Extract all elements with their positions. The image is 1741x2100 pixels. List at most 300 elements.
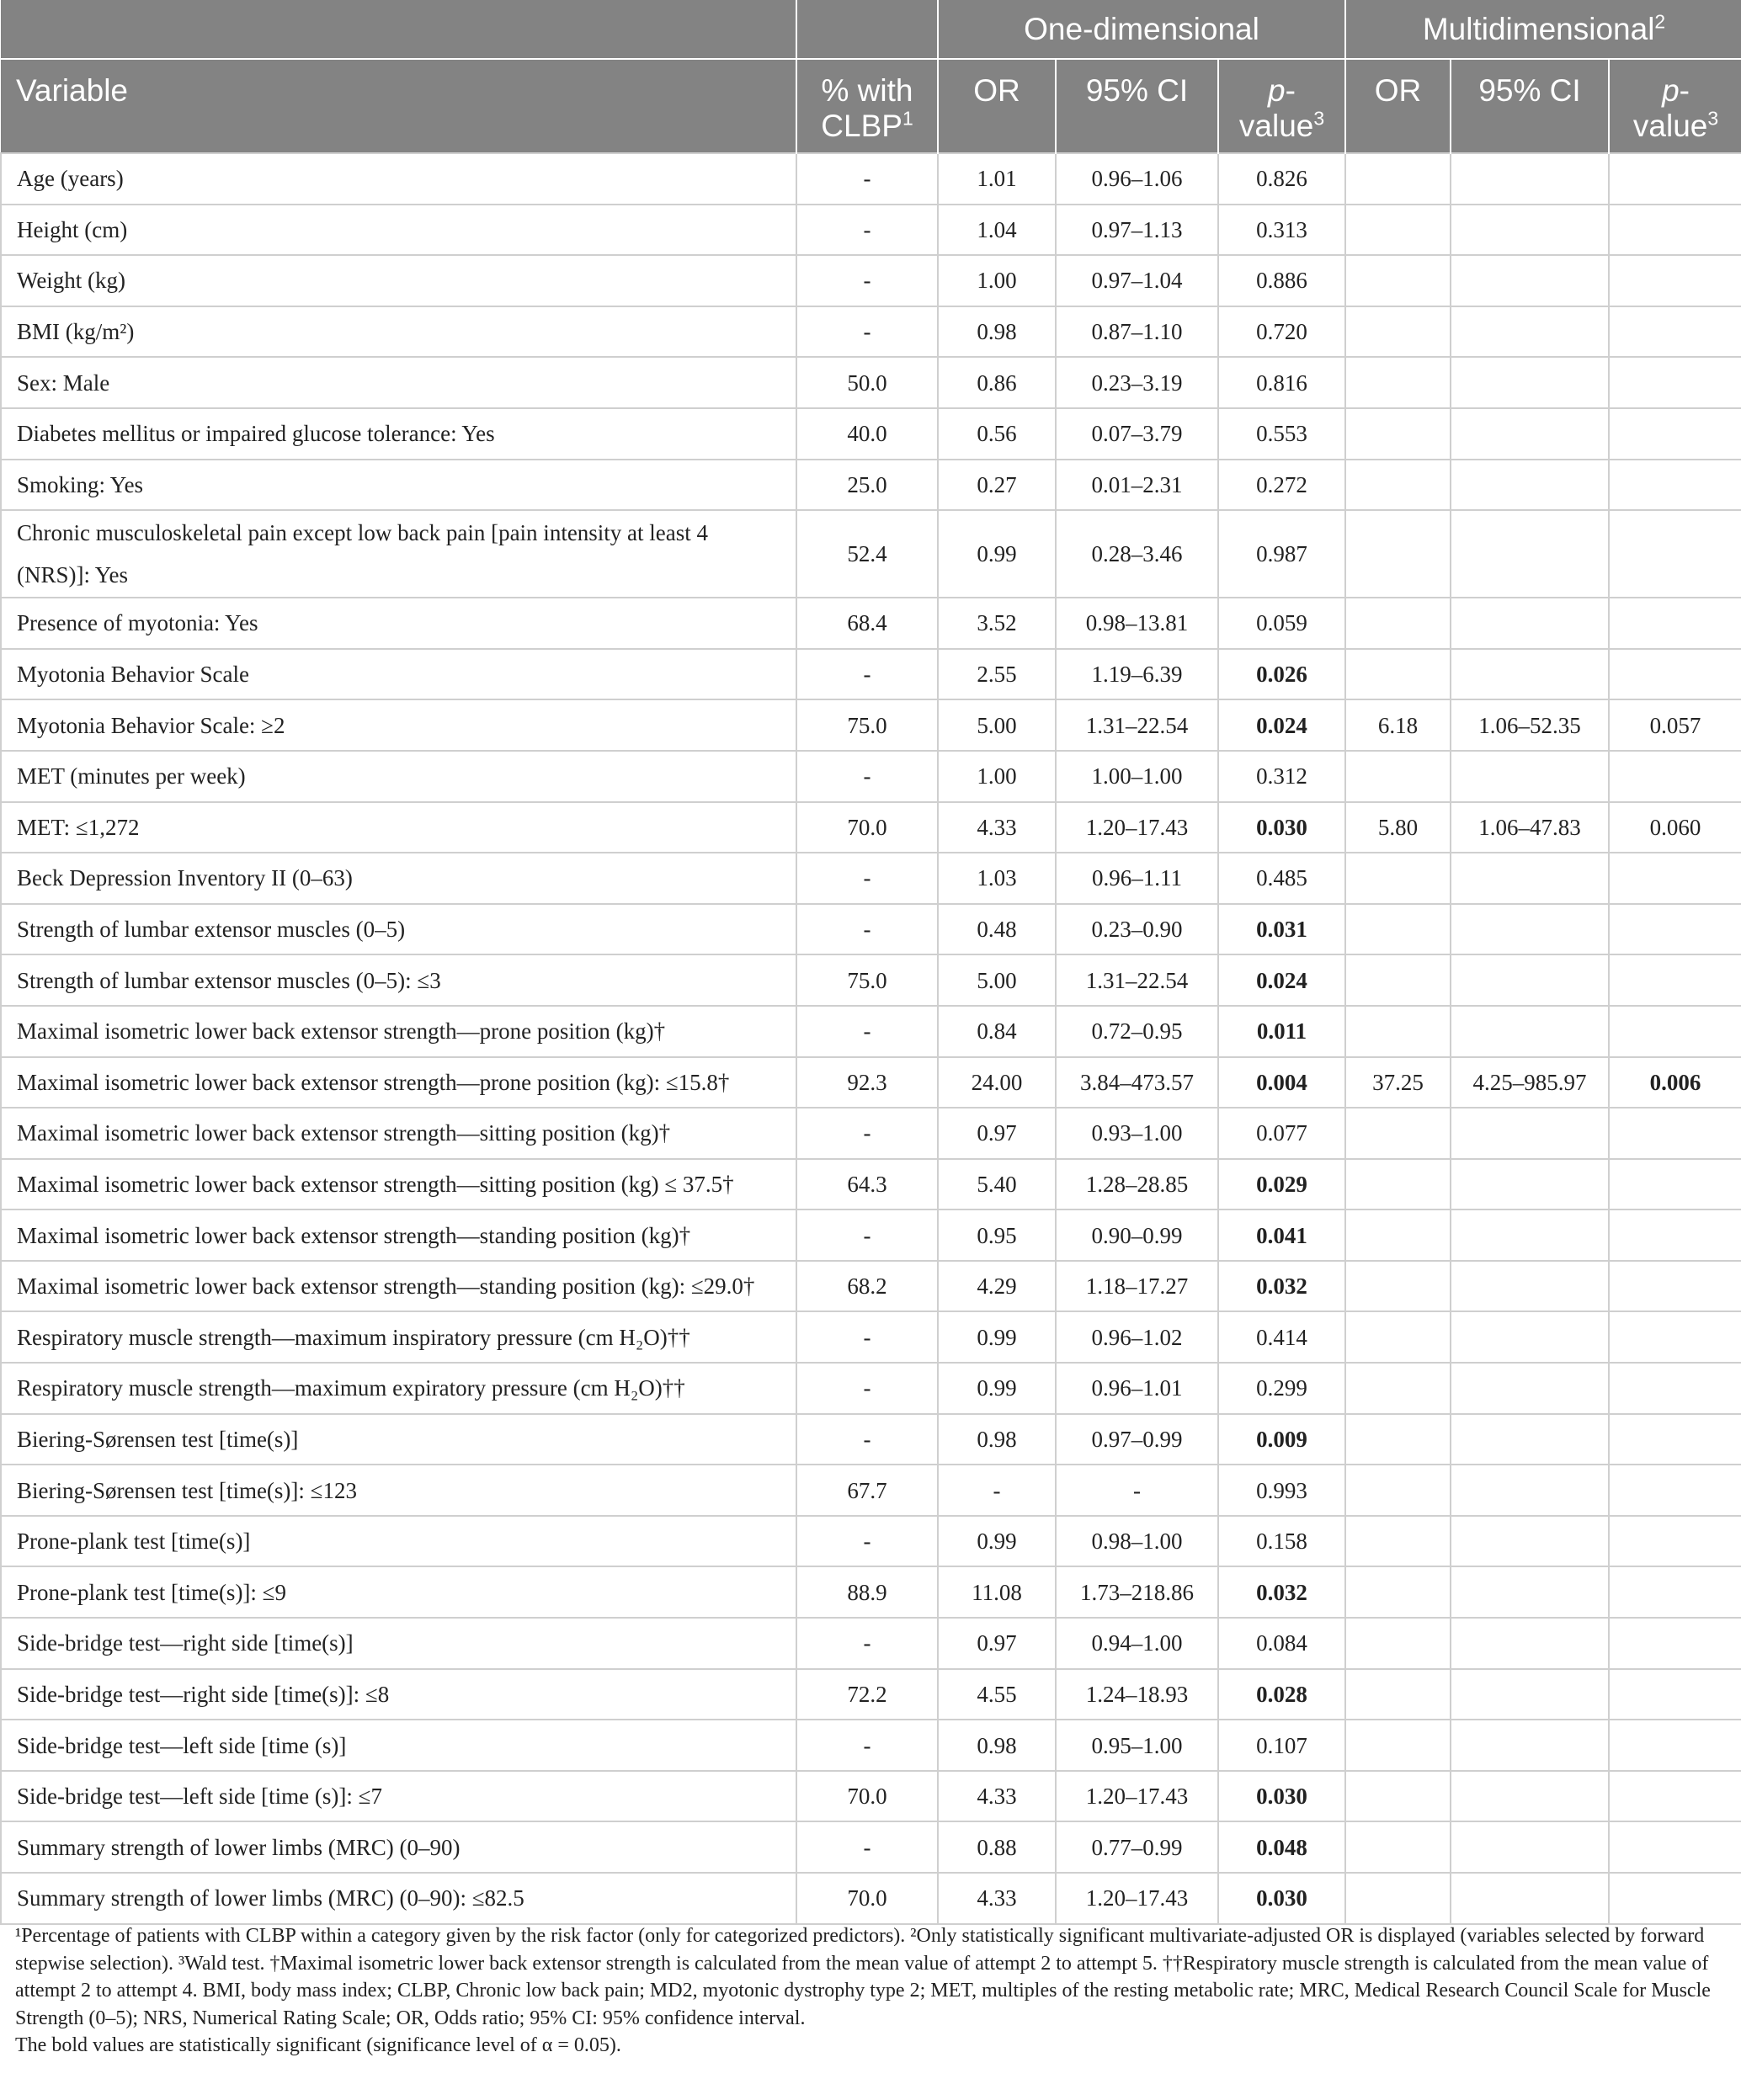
cell-variable: Presence of myotonia: Yes <box>1 598 796 649</box>
cell-or-multi <box>1345 598 1451 649</box>
cell-p-multi <box>1609 306 1741 358</box>
table-row <box>1 306 1741 358</box>
cell-or-multi <box>1345 1363 1451 1414</box>
cell-or-multi <box>1345 1006 1451 1057</box>
cell-variable: Maximal isometric lower back extensor strength—standing position (kg)† <box>1 1209 796 1261</box>
cell-or-one: 1.01 <box>938 153 1056 205</box>
cell-ci-one: 0.97–0.99 <box>1056 1414 1218 1465</box>
cell-ci-one: 0.98–13.81 <box>1056 598 1218 649</box>
cell-or-one: 0.97 <box>938 1618 1056 1669</box>
header-ci-label: 95% CI <box>1478 73 1581 108</box>
cell-or-multi <box>1345 1618 1451 1669</box>
cell-pct-clbp: - <box>796 1618 938 1669</box>
cell-ci-one: 1.20–17.43 <box>1056 1771 1218 1822</box>
cell-or-multi <box>1345 1414 1451 1465</box>
cell-or-one: 4.55 <box>938 1669 1056 1720</box>
table-row <box>1 408 1741 460</box>
cell-pct-clbp: - <box>796 1311 938 1363</box>
table-row <box>1 1057 1741 1108</box>
cell-p-one: 0.030 <box>1218 802 1345 853</box>
cell-variable: Diabetes mellitus or impaired glucose tolerance: Yes <box>1 408 796 460</box>
table-row <box>1 699 1741 751</box>
table-row <box>1 1821 1741 1873</box>
cell-p-one: 0.048 <box>1218 1821 1345 1873</box>
cell-or-multi <box>1345 306 1451 358</box>
cell-ci-one: 1.28–28.85 <box>1056 1159 1218 1210</box>
cell-p-multi <box>1609 357 1741 408</box>
cell-or-one: 0.99 <box>938 1311 1056 1363</box>
cell-variable: BMI (kg/m²) <box>1 306 796 358</box>
cell-pct-clbp: 40.0 <box>796 408 938 460</box>
cell-pct-clbp: - <box>796 1108 938 1159</box>
cell-ci-multi <box>1451 153 1609 205</box>
cell-or-multi <box>1345 853 1451 904</box>
table-row <box>1 598 1741 649</box>
cell-ci-multi <box>1451 408 1609 460</box>
table-row <box>1 1771 1741 1822</box>
cell-variable: Side-bridge test—left side [time (s)] <box>1 1720 796 1771</box>
cell-p-multi <box>1609 649 1741 700</box>
cell-or-multi <box>1345 1821 1451 1873</box>
header-pct-label: % with CLBP <box>821 73 913 143</box>
cell-variable: Weight (kg) <box>1 255 796 306</box>
header-p-italic: p <box>1662 73 1680 108</box>
header-p-rest: -value <box>1238 73 1314 143</box>
cell-ci-one: 0.94–1.00 <box>1056 1618 1218 1669</box>
cell-p-multi <box>1609 1209 1741 1261</box>
cell-or-multi <box>1345 357 1451 408</box>
cell-or-one: 0.98 <box>938 1414 1056 1465</box>
cell-ci-multi <box>1451 1771 1609 1822</box>
header-or-label: OR <box>1374 73 1422 108</box>
cell-or-multi <box>1345 510 1451 598</box>
cell-variable: Summary strength of lower limbs (MRC) (0–90) <box>1 1821 796 1873</box>
cell-p-multi <box>1609 1720 1741 1771</box>
cell-or-multi <box>1345 751 1451 802</box>
table-row <box>1 510 1741 598</box>
cell-ci-multi <box>1451 1720 1609 1771</box>
cell-ci-multi <box>1451 1159 1609 1210</box>
cell-ci-multi: 1.06–47.83 <box>1451 802 1609 853</box>
table-header <box>1 0 1741 153</box>
cell-ci-multi <box>1451 1108 1609 1159</box>
cell-p-multi <box>1609 1261 1741 1312</box>
cell-or-multi <box>1345 460 1451 511</box>
cell-ci-multi <box>1451 1209 1609 1261</box>
footnote-bold-note: The bold values are statistically significant (significance level of α = 0.05). <box>15 2034 621 2056</box>
cell-pct-clbp: - <box>796 1720 938 1771</box>
cell-p-one: 0.031 <box>1218 904 1345 955</box>
cell-or-one: 0.84 <box>938 1006 1056 1057</box>
cell-pct-clbp: 68.2 <box>796 1261 938 1312</box>
cell-p-multi <box>1609 1669 1741 1720</box>
cell-p-multi: 0.006 <box>1609 1057 1741 1108</box>
cell-p-one: 0.158 <box>1218 1516 1345 1567</box>
cell-ci-multi <box>1451 306 1609 358</box>
cell-ci-multi <box>1451 1873 1609 1924</box>
cell-ci-one: 1.73–218.86 <box>1056 1566 1218 1618</box>
cell-p-multi <box>1609 751 1741 802</box>
cell-p-one: 0.032 <box>1218 1261 1345 1312</box>
footnote-main: ¹Percentage of patients with CLBP within a category given by the risk factor (only for categorized predictors). ²Only statistically significant multivariate-adjusted OR is displayed (variables selected by forward stepwise selection). ³Wald test. †Maximal isometric lower back extensor strength is calculated from the mean value of attempt 2 to attempt 5. ††Respiratory muscle strength is calculated from the mean value of attempt 2 to attempt 4. BMI, body mass index; CLBP, Chronic low back pain; MD2, myotonic dystrophy type 2; MET, multiples of the resting metabolic rate; MRC, Medical Research Council Scale for Muscle Strength (0–5); NRS, Numerical Rating Scale; OR, Odds ratio; 95% CI: 95% confidence interval. <box>15 1925 1711 2029</box>
cell-or-multi <box>1345 1566 1451 1618</box>
cell-p-multi: 0.057 <box>1609 699 1741 751</box>
cell-or-multi <box>1345 1873 1451 1924</box>
cell-variable: MET: ≤1,272 <box>1 802 796 853</box>
header-pct-clbp <box>796 59 938 153</box>
cell-ci-one: 0.95–1.00 <box>1056 1720 1218 1771</box>
cell-ci-multi: 4.25–985.97 <box>1451 1057 1609 1108</box>
table-row <box>1 205 1741 256</box>
header-ci-multi <box>1451 59 1609 153</box>
header-variable <box>1 59 796 153</box>
cell-p-one: 0.299 <box>1218 1363 1345 1414</box>
header-group-one-dimensional <box>938 0 1345 59</box>
cell-or-one: 0.48 <box>938 904 1056 955</box>
header-or-one <box>938 59 1056 153</box>
cell-p-multi <box>1609 904 1741 955</box>
table-row <box>1 1414 1741 1465</box>
cell-pct-clbp: 70.0 <box>796 1873 938 1924</box>
cell-ci-multi <box>1451 904 1609 955</box>
cell-ci-multi <box>1451 1821 1609 1873</box>
cell-ci-one: 0.23–0.90 <box>1056 904 1218 955</box>
table-footnotes <box>15 1922 1729 2060</box>
cell-or-one: 2.55 <box>938 649 1056 700</box>
cell-ci-one: 1.19–6.39 <box>1056 649 1218 700</box>
cell-or-multi <box>1345 649 1451 700</box>
table-row <box>1 802 1741 853</box>
cell-p-multi <box>1609 853 1741 904</box>
cell-or-multi <box>1345 1311 1451 1363</box>
cell-ci-multi <box>1451 1465 1609 1516</box>
cell-or-one: 0.95 <box>938 1209 1056 1261</box>
header-p-sup: 3 <box>1313 107 1325 130</box>
cell-ci-one: 0.90–0.99 <box>1056 1209 1218 1261</box>
header-group-multidimensional <box>1345 0 1741 59</box>
cell-or-one: 3.52 <box>938 598 1056 649</box>
cell-variable: Maximal isometric lower back extensor strength—sitting position (kg) ≤ 37.5† <box>1 1159 796 1210</box>
cell-p-one: 0.077 <box>1218 1108 1345 1159</box>
cell-or-one: 4.33 <box>938 1873 1056 1924</box>
cell-pct-clbp: 88.9 <box>796 1566 938 1618</box>
cell-ci-one: 3.84–473.57 <box>1056 1057 1218 1108</box>
cell-or-multi <box>1345 1209 1451 1261</box>
header-p-one <box>1218 59 1345 153</box>
cell-pct-clbp: - <box>796 1363 938 1414</box>
cell-variable: Maximal isometric lower back extensor strength—prone position (kg)† <box>1 1006 796 1057</box>
cell-pct-clbp: - <box>796 904 938 955</box>
cell-variable: Height (cm) <box>1 205 796 256</box>
cell-or-one: 0.27 <box>938 460 1056 511</box>
cell-p-multi <box>1609 1618 1741 1669</box>
cell-or-one: 4.33 <box>938 802 1056 853</box>
table-row <box>1 1209 1741 1261</box>
header-p-multi <box>1609 59 1741 153</box>
cell-ci-multi <box>1451 751 1609 802</box>
cell-ci-one: 0.77–0.99 <box>1056 1821 1218 1873</box>
cell-p-one: 0.720 <box>1218 306 1345 358</box>
cell-or-one: 4.29 <box>938 1261 1056 1312</box>
cell-or-multi <box>1345 1771 1451 1822</box>
cell-pct-clbp: - <box>796 1209 938 1261</box>
header-or-multi <box>1345 59 1451 153</box>
cell-or-one: 0.56 <box>938 408 1056 460</box>
table-row <box>1 1363 1741 1414</box>
cell-p-one: 0.272 <box>1218 460 1345 511</box>
cell-or-one: - <box>938 1465 1056 1516</box>
table-row <box>1 954 1741 1006</box>
cell-pct-clbp: - <box>796 649 938 700</box>
cell-ci-one: 1.20–17.43 <box>1056 802 1218 853</box>
table-row <box>1 1720 1741 1771</box>
cell-ci-one: 0.28–3.46 <box>1056 510 1218 598</box>
cell-ci-multi <box>1451 1669 1609 1720</box>
cell-variable: Myotonia Behavior Scale <box>1 649 796 700</box>
table-row <box>1 255 1741 306</box>
cell-variable: Myotonia Behavior Scale: ≥2 <box>1 699 796 751</box>
cell-ci-multi <box>1451 205 1609 256</box>
cell-or-one: 1.00 <box>938 751 1056 802</box>
cell-or-multi: 6.18 <box>1345 699 1451 751</box>
cell-pct-clbp: 67.7 <box>796 1465 938 1516</box>
cell-ci-multi <box>1451 1566 1609 1618</box>
table-row <box>1 904 1741 955</box>
cell-ci-one: - <box>1056 1465 1218 1516</box>
cell-or-one: 1.04 <box>938 205 1056 256</box>
table-row <box>1 460 1741 511</box>
cell-ci-one: 0.98–1.00 <box>1056 1516 1218 1567</box>
cell-p-multi <box>1609 153 1741 205</box>
cell-p-multi <box>1609 1006 1741 1057</box>
cell-ci-multi <box>1451 598 1609 649</box>
cell-variable: Strength of lumbar extensor muscles (0–5) <box>1 904 796 955</box>
cell-p-one: 0.029 <box>1218 1159 1345 1210</box>
cell-p-one: 0.030 <box>1218 1873 1345 1924</box>
cell-or-one: 0.86 <box>938 357 1056 408</box>
cell-p-one: 0.886 <box>1218 255 1345 306</box>
cell-ci-one: 1.24–18.93 <box>1056 1669 1218 1720</box>
cell-or-one: 4.33 <box>938 1771 1056 1822</box>
cell-pct-clbp: - <box>796 751 938 802</box>
cell-or-multi <box>1345 255 1451 306</box>
cell-ci-one: 1.31–22.54 <box>1056 699 1218 751</box>
cell-p-multi <box>1609 1566 1741 1618</box>
cell-or-multi: 5.80 <box>1345 802 1451 853</box>
cell-p-multi <box>1609 1414 1741 1465</box>
cell-p-one: 0.028 <box>1218 1669 1345 1720</box>
table-row <box>1 1311 1741 1363</box>
cell-variable: Smoking: Yes <box>1 460 796 511</box>
cell-or-multi <box>1345 1108 1451 1159</box>
cell-p-one: 0.414 <box>1218 1311 1345 1363</box>
cell-ci-multi <box>1451 1618 1609 1669</box>
cell-pct-clbp: 64.3 <box>796 1159 938 1210</box>
cell-variable: Chronic musculoskeletal pain except low back pain [pain intensity at least 4 (NRS)]: Yes <box>1 510 796 598</box>
cell-or-one: 5.00 <box>938 699 1056 751</box>
cell-ci-multi <box>1451 853 1609 904</box>
cell-or-multi <box>1345 1159 1451 1210</box>
cell-ci-one: 1.20–17.43 <box>1056 1873 1218 1924</box>
table-row <box>1 1108 1741 1159</box>
cell-ci-one: 0.97–1.13 <box>1056 205 1218 256</box>
cell-variable: Side-bridge test—right side [time(s)]: ≤8 <box>1 1669 796 1720</box>
cell-or-one: 0.88 <box>938 1821 1056 1873</box>
cell-ci-multi <box>1451 1516 1609 1567</box>
cell-pct-clbp: 92.3 <box>796 1057 938 1108</box>
cell-p-one: 0.826 <box>1218 153 1345 205</box>
cell-variable: Maximal isometric lower back extensor strength—sitting position (kg)† <box>1 1108 796 1159</box>
header-group-one-label: One-dimensional <box>1024 11 1259 46</box>
cell-p-one: 0.993 <box>1218 1465 1345 1516</box>
cell-ci-multi <box>1451 649 1609 700</box>
cell-p-multi <box>1609 1159 1741 1210</box>
cell-or-one: 0.99 <box>938 510 1056 598</box>
cell-p-multi <box>1609 1311 1741 1363</box>
cell-p-one: 0.553 <box>1218 408 1345 460</box>
cell-or-multi <box>1345 1669 1451 1720</box>
cell-p-multi <box>1609 408 1741 460</box>
cell-variable: Maximal isometric lower back extensor strength—standing position (kg): ≤29.0† <box>1 1261 796 1312</box>
cell-p-one: 0.011 <box>1218 1006 1345 1057</box>
cell-p-multi <box>1609 954 1741 1006</box>
cell-variable: Prone-plank test [time(s)] <box>1 1516 796 1567</box>
cell-or-one: 1.03 <box>938 853 1056 904</box>
cell-ci-one: 0.96–1.01 <box>1056 1363 1218 1414</box>
cell-or-one: 0.98 <box>938 1720 1056 1771</box>
cell-p-multi: 0.060 <box>1609 802 1741 853</box>
cell-p-one: 0.312 <box>1218 751 1345 802</box>
cell-variable: Maximal isometric lower back extensor strength—prone position (kg): ≤15.8† <box>1 1057 796 1108</box>
cell-pct-clbp: - <box>796 1414 938 1465</box>
cell-variable: Respiratory muscle strength—maximum expiratory pressure (cm H₂O)†† <box>1 1363 796 1414</box>
cell-ci-one: 0.96–1.06 <box>1056 153 1218 205</box>
cell-or-one: 0.97 <box>938 1108 1056 1159</box>
cell-p-one: 0.107 <box>1218 1720 1345 1771</box>
table-row <box>1 853 1741 904</box>
table-row <box>1 1669 1741 1720</box>
cell-ci-one: 0.96–1.11 <box>1056 853 1218 904</box>
cell-pct-clbp: 72.2 <box>796 1669 938 1720</box>
cell-p-multi <box>1609 1516 1741 1567</box>
cell-p-multi <box>1609 1771 1741 1822</box>
cell-p-one: 0.084 <box>1218 1618 1345 1669</box>
cell-p-one: 0.059 <box>1218 598 1345 649</box>
cell-variable: Strength of lumbar extensor muscles (0–5): ≤3 <box>1 954 796 1006</box>
cell-p-one: 0.004 <box>1218 1057 1345 1108</box>
cell-or-one: 0.99 <box>938 1363 1056 1414</box>
header-ci-one <box>1056 59 1218 153</box>
cell-pct-clbp: 75.0 <box>796 699 938 751</box>
cell-or-multi <box>1345 1516 1451 1567</box>
cell-or-one: 11.08 <box>938 1566 1056 1618</box>
cell-variable: Beck Depression Inventory II (0–63) <box>1 853 796 904</box>
cell-variable: Prone-plank test [time(s)]: ≤9 <box>1 1566 796 1618</box>
cell-pct-clbp: - <box>796 306 938 358</box>
cell-or-multi <box>1345 153 1451 205</box>
cell-variable: Respiratory muscle strength—maximum inspiratory pressure (cm H₂O)†† <box>1 1311 796 1363</box>
cell-or-one: 5.00 <box>938 954 1056 1006</box>
table-row <box>1 649 1741 700</box>
cell-p-one: 0.987 <box>1218 510 1345 598</box>
cell-p-multi <box>1609 1108 1741 1159</box>
cell-p-multi <box>1609 460 1741 511</box>
cell-pct-clbp: 75.0 <box>796 954 938 1006</box>
cell-p-one: 0.009 <box>1218 1414 1345 1465</box>
cell-ci-one: 0.87–1.10 <box>1056 306 1218 358</box>
cell-ci-multi <box>1451 1261 1609 1312</box>
header-ci-label: 95% CI <box>1085 73 1189 108</box>
cell-pct-clbp: - <box>796 1821 938 1873</box>
header-p-italic: p <box>1268 73 1286 108</box>
table-body <box>1 153 1741 1924</box>
cell-ci-multi <box>1451 510 1609 598</box>
cell-or-multi <box>1345 1720 1451 1771</box>
cell-p-multi <box>1609 1873 1741 1924</box>
table-row <box>1 357 1741 408</box>
cell-ci-one: 1.18–17.27 <box>1056 1261 1218 1312</box>
cell-pct-clbp: - <box>796 853 938 904</box>
cell-ci-one: 0.72–0.95 <box>1056 1006 1218 1057</box>
cell-or-one: 0.98 <box>938 306 1056 358</box>
cell-or-multi <box>1345 1465 1451 1516</box>
cell-or-multi <box>1345 1261 1451 1312</box>
table-row <box>1 1006 1741 1057</box>
cell-or-one: 1.00 <box>938 255 1056 306</box>
cell-or-multi: 37.25 <box>1345 1057 1451 1108</box>
table-row <box>1 1465 1741 1516</box>
cell-ci-multi <box>1451 255 1609 306</box>
table-row <box>1 1159 1741 1210</box>
table-row <box>1 751 1741 802</box>
cell-or-multi <box>1345 954 1451 1006</box>
cell-ci-one: 0.07–3.79 <box>1056 408 1218 460</box>
cell-variable: Biering-Sørensen test [time(s)]: ≤123 <box>1 1465 796 1516</box>
cell-variable: Side-bridge test—left side [time (s)]: ≤7 <box>1 1771 796 1822</box>
cell-or-one: 5.40 <box>938 1159 1056 1210</box>
cell-p-multi <box>1609 598 1741 649</box>
header-variable-label: Variable <box>16 73 129 108</box>
header-group-multi-sup: 2 <box>1654 10 1666 33</box>
cell-p-one: 0.041 <box>1218 1209 1345 1261</box>
cell-pct-clbp: - <box>796 1006 938 1057</box>
cell-ci-one: 1.00–1.00 <box>1056 751 1218 802</box>
cell-p-multi <box>1609 255 1741 306</box>
cell-p-multi <box>1609 1821 1741 1873</box>
header-p-rest: -value <box>1632 73 1708 143</box>
cell-pct-clbp: 70.0 <box>796 802 938 853</box>
cell-p-one: 0.816 <box>1218 357 1345 408</box>
cell-pct-clbp: 52.4 <box>796 510 938 598</box>
cell-p-one: 0.026 <box>1218 649 1345 700</box>
header-spacer <box>1 0 796 59</box>
cell-ci-one: 0.23–3.19 <box>1056 357 1218 408</box>
cell-or-one: 24.00 <box>938 1057 1056 1108</box>
cell-p-one: 0.024 <box>1218 954 1345 1006</box>
cell-p-one: 0.485 <box>1218 853 1345 904</box>
table-row <box>1 153 1741 205</box>
cell-variable: Biering-Sørensen test [time(s)] <box>1 1414 796 1465</box>
cell-ci-multi <box>1451 1414 1609 1465</box>
cell-ci-one: 0.97–1.04 <box>1056 255 1218 306</box>
cell-ci-one: 0.01–2.31 <box>1056 460 1218 511</box>
cell-p-multi <box>1609 510 1741 598</box>
cell-p-one: 0.313 <box>1218 205 1345 256</box>
cell-p-multi <box>1609 1465 1741 1516</box>
table-row <box>1 1261 1741 1312</box>
header-group-multi-label: Multidimensional <box>1422 11 1655 46</box>
cell-or-multi <box>1345 408 1451 460</box>
